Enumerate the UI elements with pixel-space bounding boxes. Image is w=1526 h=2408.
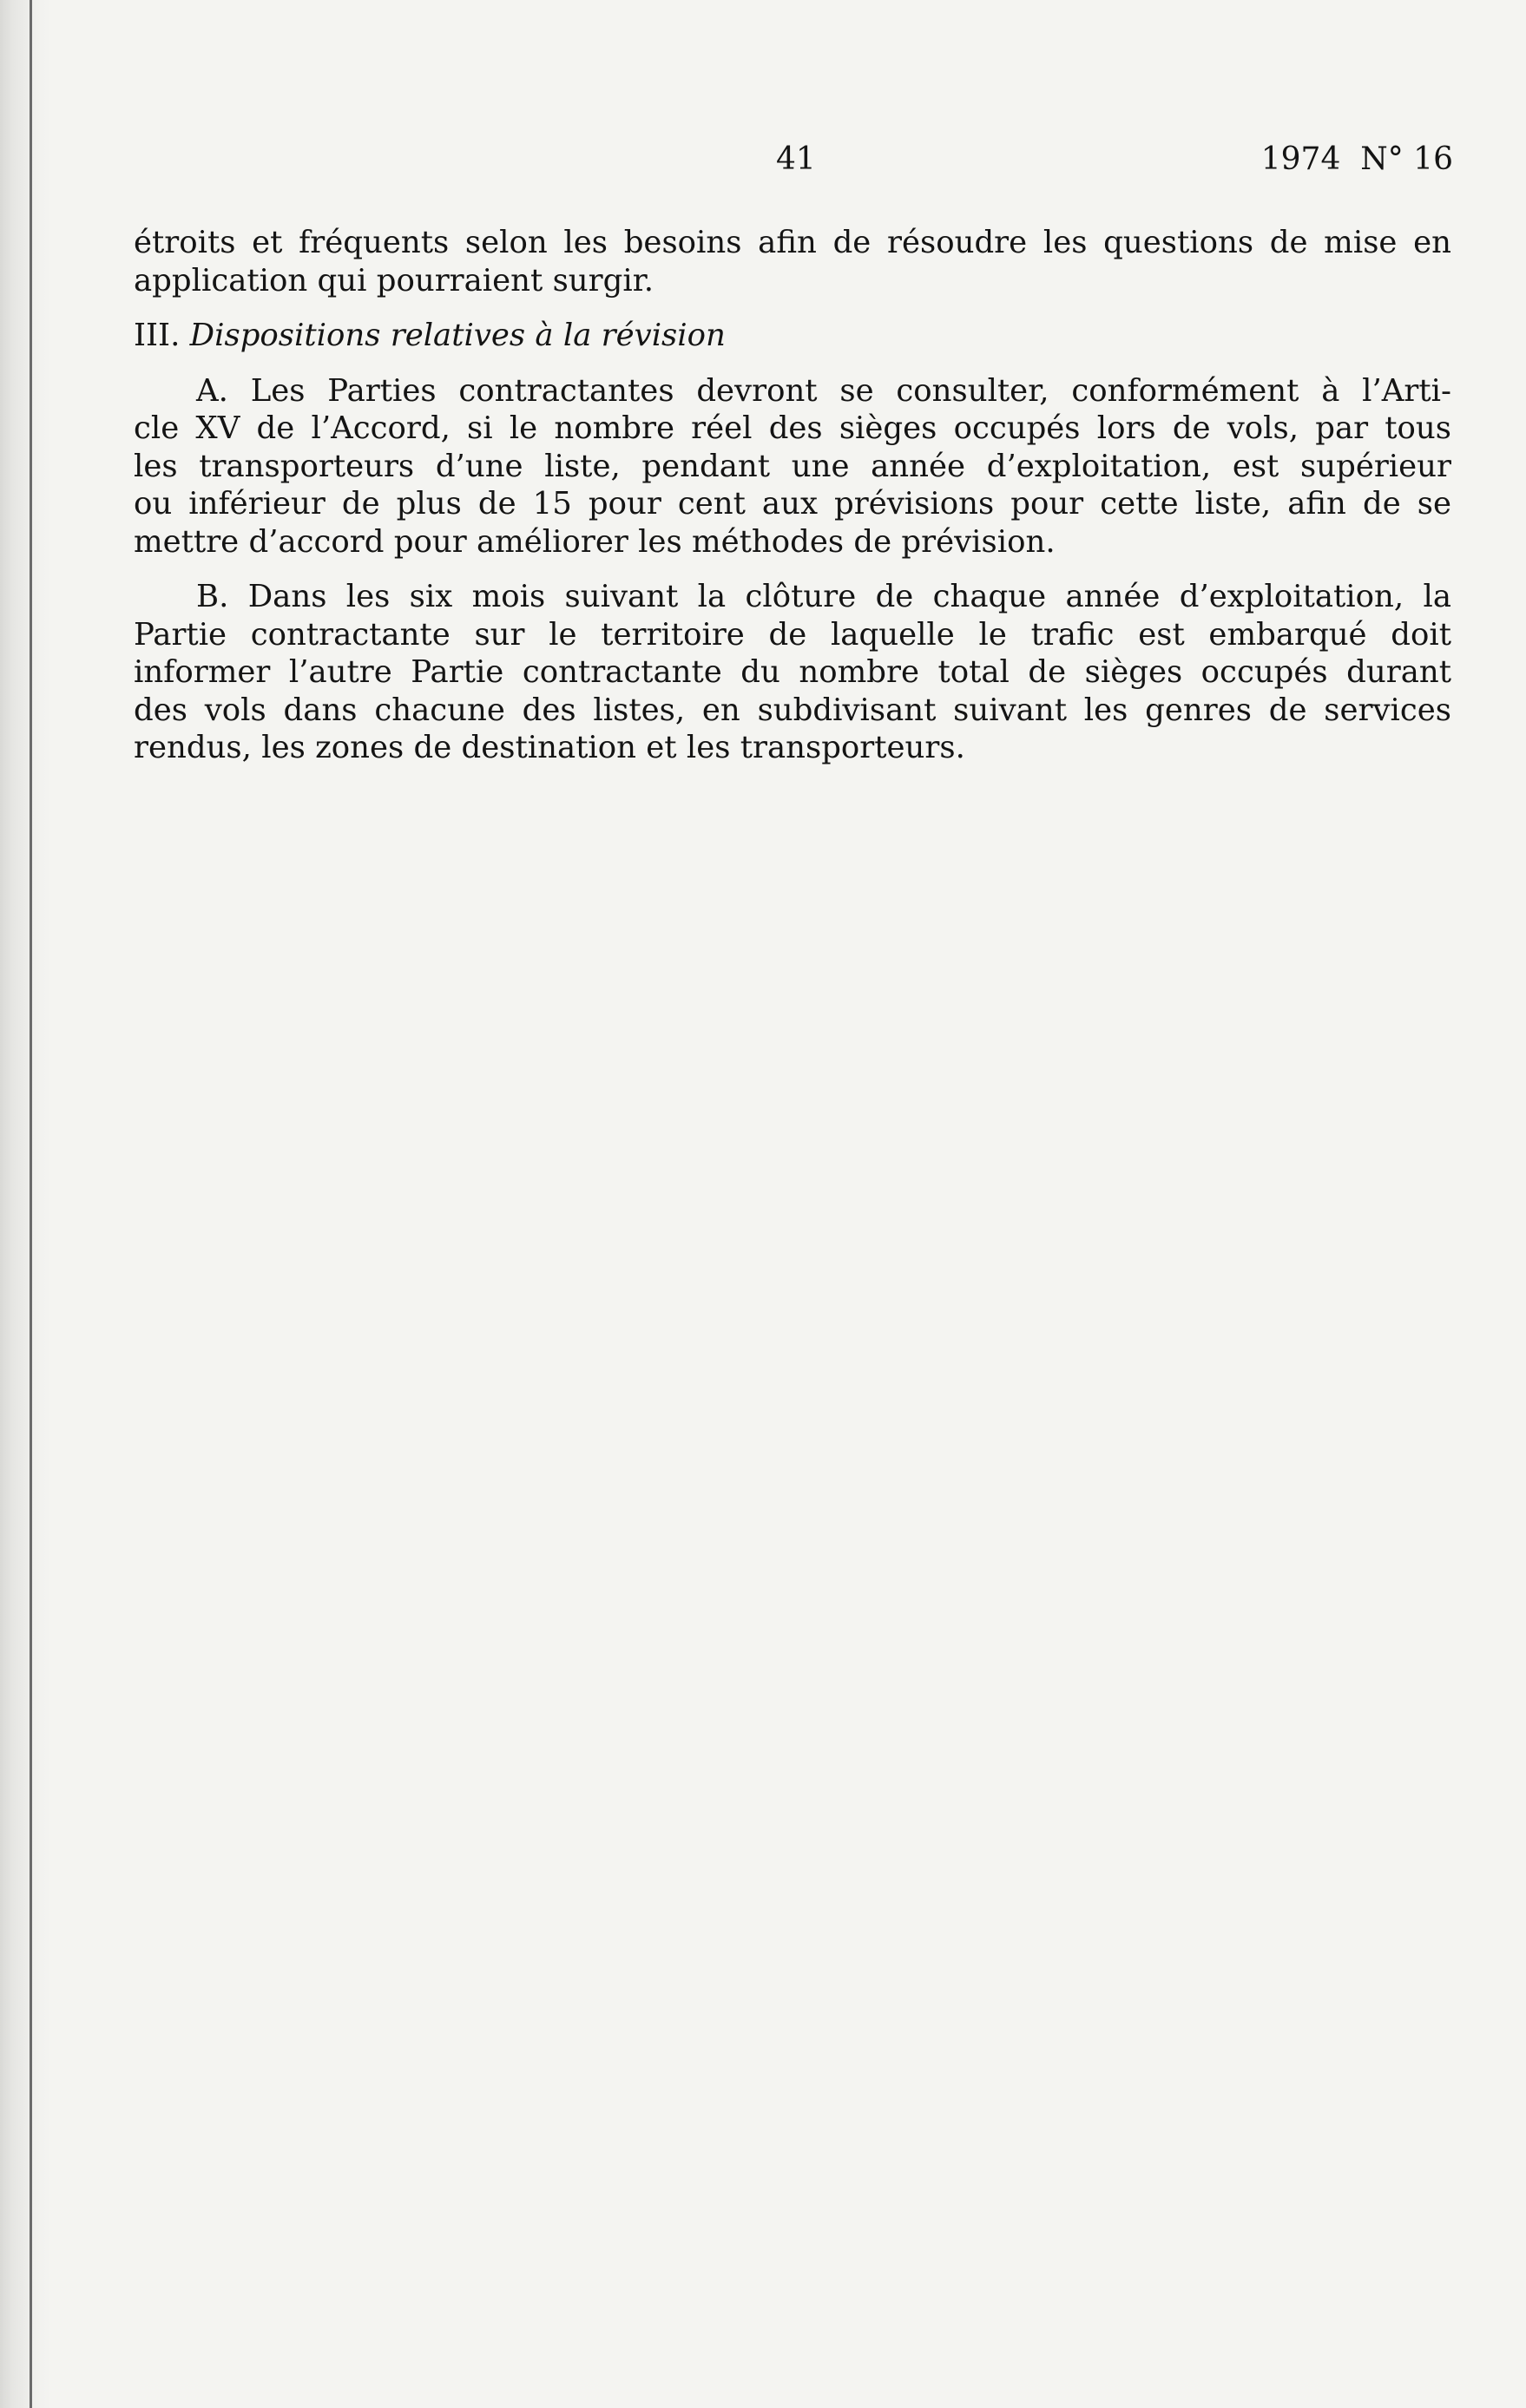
text-line: mettre d’accord pour améliorer les méthodes de prévision. — [134, 523, 1056, 560]
document-body — [134, 224, 1451, 767]
page-number: 41 — [776, 141, 816, 177]
text-line: B. Dans les six mois suivant la clôture de chaque année d’exploitation, la — [196, 579, 1451, 614]
text-line: Partie contractante sur le territoire de laquelle le trafic est embarqué doit — [134, 616, 1451, 653]
text-line: les transporteurs d’une liste, pendant une année d’exploitation, est supérieur — [134, 448, 1451, 484]
binding-edge-line — [30, 0, 32, 2408]
publication-reference: 1974 N° 16 — [1260, 141, 1453, 177]
section-number: III. — [134, 318, 181, 353]
text-line: informer l’autre Partie contractante du nombre total de sièges occupés durant — [134, 654, 1451, 690]
binding-gutter — [0, 0, 52, 2408]
section-title: Dispositions relatives à la révision — [189, 318, 726, 353]
text-line: application qui pourraient surgir. — [134, 262, 654, 299]
text-line: étroits et fréquents selon les besoins afin de résoudre les questions de mise en — [134, 225, 1451, 260]
text-line: cle XV de l’Accord, si le nombre réel des sièges occupés lors de vols, par tous — [134, 410, 1451, 446]
paragraph-b — [134, 578, 1451, 767]
text-line: A. Les Parties contractantes devront se consulter, conformément à l’Arti- — [196, 372, 1451, 409]
text-line: rendus, les zones de destination et les transporteurs. — [134, 730, 965, 765]
section-heading — [134, 317, 1451, 355]
paragraph-a — [134, 372, 1451, 561]
text-line: des vols dans chacune des listes, en subdivisant suivant les genres de services — [134, 692, 1451, 728]
paragraph-continuation — [134, 224, 1451, 299]
page-header — [0, 141, 1526, 187]
text-line: ou inférieur de plus de 15 pour cent aux prévisions pour cette liste, afin de se — [134, 486, 1451, 522]
